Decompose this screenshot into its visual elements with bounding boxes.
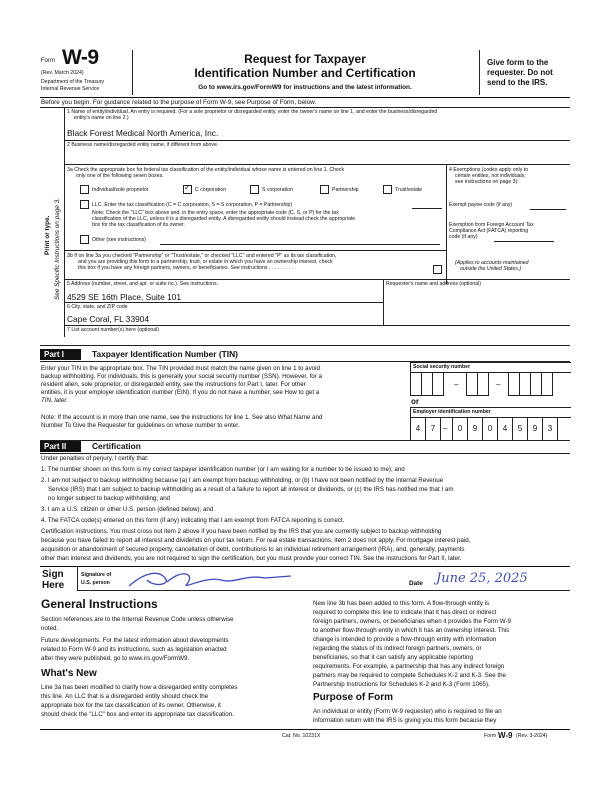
- perjury-statement: Under penalties of perjury, I certify that:: [41, 455, 149, 462]
- form-number: W-9: [62, 46, 99, 69]
- part1-text-3: resident alien, sole proprietor, or disregarded entity, see the instructions for Part I, later. For other: [41, 381, 306, 388]
- right-text-2: required to complete this line to indicate that it has direct or indirect: [313, 609, 497, 616]
- purpose-text-2: information return with the IRS is giving you this form because they: [313, 717, 497, 724]
- fatca-applies-1: (Applies to accounts maintained: [455, 260, 529, 266]
- city-state-zip-field[interactable]: Cape Coral, FL 33904: [67, 314, 150, 324]
- signature-of-label: Signature of: [81, 572, 112, 578]
- revision-date: (Rev. March 2024): [41, 70, 84, 76]
- form-title-line1: Request for Taxpayer: [244, 52, 366, 66]
- ein-digit: 5: [512, 417, 528, 441]
- certification-item-2c: no longer subject to backup withholding; and: [48, 495, 171, 502]
- fatca-label-3: code (if any): [449, 234, 478, 240]
- agency-name: Internal Revenue Service: [41, 86, 100, 92]
- llc-classification-field[interactable]: [412, 201, 442, 209]
- exemptions-label-3: see instructions on page 3):: [455, 179, 519, 185]
- part1-text-1: Enter your TIN in the appropriate box. The TIN provided must match the name given on line 1 to avoid: [41, 365, 320, 372]
- give-form-note-1: Give form to the: [487, 58, 549, 67]
- exemptions-label-1: 4 Exemptions (codes apply only to: [449, 167, 529, 173]
- department-name: Department of the Treasury: [41, 79, 105, 85]
- llc-note-3: box for the tax classification of its owner.: [92, 222, 185, 228]
- ein-digit: 0: [452, 417, 468, 441]
- certification-item-1: 1. The number shown on this form is my correct taxpayer identification number (or I am waiting for a number to be issued to me); and: [41, 466, 405, 473]
- right-text-5: change is intended to provide a flow-through entity with information: [313, 636, 497, 643]
- whats-new-1: Line 3a has been modified to clarify how a disregarded entity completes: [41, 684, 238, 691]
- whats-new-3: appropriate box for the tax classification of its owner. Otherwise, it: [41, 702, 221, 709]
- fatca-label-1: Exemption from Foreign Account Tax: [449, 222, 534, 228]
- c-corporation-label: C corporation: [195, 187, 227, 193]
- ssn-label: Social security number: [413, 364, 471, 370]
- part1-tag: Part I: [40, 349, 81, 360]
- part2-title: Certification: [92, 441, 141, 451]
- other-field[interactable]: [160, 237, 440, 245]
- part1-text-5: TIN, later.: [41, 397, 68, 404]
- before-you-begin: Before you begin. For guidance related to the purpose of Form W-9, see Purpose of Form, below.: [41, 99, 317, 106]
- purpose-of-form-heading: Purpose of Form: [313, 692, 394, 703]
- catalog-number: Cat. No. 10231X: [282, 733, 321, 739]
- certification-instructions-2: because you have failed to report all interest and dividends on your tax return. For real estate transactions, item 2 does not apply. For mortgage interest paid,: [41, 537, 471, 544]
- foreign-partners-checkbox[interactable]: [433, 265, 442, 274]
- here-label: Here: [42, 580, 65, 591]
- other-label: Other (see instructions): [92, 237, 146, 243]
- sign-label: Sign: [42, 569, 64, 580]
- account-numbers-field[interactable]: [160, 327, 560, 335]
- see-instructions-label: See Specific Instructions on page 3.: [54, 198, 61, 300]
- line5-label: 5 Address (number, street, and apt. or suite no.). See instructions.: [67, 281, 219, 287]
- part1-text-4: entities, it is your employer identification number (EIN). If you do not have a number, see How to get a: [41, 389, 320, 396]
- give-form-note-2: requester. Do not: [487, 68, 553, 77]
- line1-name-field[interactable]: Black Forest Medical North America, Inc.: [67, 128, 219, 138]
- llc-note-1: Note: Check the "LLC" box above and, in the entry space, enter the appropriate code (C, S, or P) for the tax: [92, 210, 339, 216]
- part1-note-2: Number To Give the Requester for guidelines on whose number to enter.: [41, 422, 240, 429]
- certification-instructions-3: acquisition or abandonment of secured property, cancellation of debt, contributions to an individual retirement arrangement (IRA), and, generally, payments: [41, 546, 465, 553]
- date-label: Date: [409, 580, 423, 587]
- general-text-2: noted.: [41, 625, 59, 632]
- line3b-label-3: this box if you have any foreign partners, owners, or beneficiaries. See instructions . . . . . . . . .: [78, 265, 294, 271]
- exempt-payee-label: Exempt payee code (if any): [449, 202, 513, 208]
- trust-estate-label: Trust/estate: [395, 187, 423, 193]
- partnership-checkbox[interactable]: [320, 185, 329, 194]
- part1-text-2: backup withholding. For individuals, this is generally your social security number (SSN). However, for a: [41, 373, 322, 380]
- line3a-label: 3a Check the appropriate box for federal tax classification of the entity/individual whose name is entered on line 1. Check: [67, 167, 345, 173]
- certification-item-2a: 2. I am not subject to backup withholding because (a) I am exempt from backup withholding, or (b) I have not been notified by the Internal Revenue: [41, 477, 444, 484]
- certification-item-2b: Service (IRS) that I am subject to backup withholding as a result of a failure to report all interest or dividends, or (c) the IRS has notified me that I am: [48, 486, 454, 493]
- w9-form-page: Form W-9 (Rev. March 2024) Department of the Treasury Internal Revenue Service Request for Taxpayer Identification Number and Certification Go to www.irs.gov/FormW9 for instructions and the latest information. Give form to the requester. Do not send to the IRS. Before you begin. For guidance related to the purpose of Form W-9, see Purpose of Form, below. Print or type. See Specific Instructions on page 3. 1 Name of entity/individual. An entry is required. (For a sole proprietor or disregarded entity, enter the owner's name on line 1, and enter the business/disregarded entity's name on line 2.) Black Forest Medical North America, Inc. 2 Business name/disregarded entity name, if different from above. 3a Check the appropriate box for federal tax classification of the entity/individual whose name is entered on line 1. Check only one of the following seven boxes. Individual/sole proprietor ✓ C corporation S corporation Partnership Trust/estate LLC. Enter the tax classification (C = C corporation, S = S corporation, P = Partnership) Note: Check the "LLC" box above and, in the entry space, enter the appropriate code (C, S, or P) for the tax classification of the LLC, unless it is a disregarded entity. A disregarded entity should instead check the appropriate box for the tax classification of its owner. Other (see instructions) 4 Exemptions (codes apply only to certain entities, not individuals; see instructions on page 3): Exempt payee code (if any) Exemption from Foreign Account Tax Compliance Act (FATCA) reporting code (if any) (Applies to accounts maintained outside the United States.) 3b If on line 3a you checked "Partnership" or "Trust/estate," or checked "LLC" and entered "P" as its tax classification, and you are providing this form to a partnership, trust, or estate in which you have an ownership interest, check this box if you have any foreign partners, owners, or beneficiaries. See instructions . . . . . . . . . 5 Address (number, street, and apt. or suite no.). See instructions. 4529 SE 16th Place, Suite 101 Requester's name and address (optional) 6 City, state, and ZIP code Cape Coral, FL 33904 7 List account number(s) here (optional) Part I Taxpayer Identification Number (TIN) Enter your TIN in the appropriate box. The TIN provided must match the name given on line 1 to avoid backup withholding. For individuals, this is generally your social security number (SSN). However, for a resident alien, sole proprietor, or disregarded entity, see the instructions for Part I, later. For other entities, it is your employer identification number (EIN). If you do not have a number, see How to get a TIN, later. Note: If the account is in more than one name, see the instructions for line 1. See also What Name and Number To Give the Requester for guidelines on whose number to enter. Social security number – – or Employer identification number 4 7 – 0 9 0 4 5 9 3 Part II Certification Under penalties of perjury, I certify that: 1. The number shown on this form is my correct taxpayer identification number (or I am waiting for a number to be issued to me); and 2. I am not subject to backup withholding because (a) I am exempt from backup withholding, or (b) I have not been notified by the Internal Revenue Service (IRS) that I am subject to backup withholding as a result of a failure to report all interest or dividends, or (c) the IRS has notified me that I am no longer subject to backup withholding; and 3. I am a U.S. citizen or other U.S. person (defined below); and 4. The FATCA code(s) entered on this form (if any) indicating that I am exempt from FATCA reporting is correct. Certification instructions. You must cross out item 2 above if you have been notified by the IRS that you are currently subject to backup withholding because you have failed to report all interest and dividends on your tax return. For real estate transactions, item 2 does not apply. For mortgage interest paid, acquisition or abandonment of secured property, cancellation of debt, contributions to an individual retirement arrangement (IRA), and, generally, payments other than interest and dividends, you are not required to sign the certification, but you must provide your correct TIN. See the instructions for Part II, later. Sign Here Signature of U.S. person Date June 25, 2025 General Instructions Section references are to the Internal Revenue Code unless otherwise noted. Future developments. For the latest information about developments related to Form W-9 and its instructions, such as legislation enacted after they were published, go to www.irs.gov/FormW9. What's New Line 3a has been modified to clarify how a disregarded entity completes this line. An LLC that is a disregarded entity should check the appropriate box for the tax classification of its owner. Otherwise, it should check the "LLC" box and enter its appropriate tax classification. New line 3b has been added to this form. A flow-through entity is required to complete this line to indicate that it has direct or indirect foreign partners, owners, or beneficiaries when it provides the Form W-9 to another flow-through entity in which it has an ownership interest. This change is intended to provide a flow-through entity with information regarding the status of its indirect foreign partners, owners, or beneficiaries, so that it can satisfy any applicable reporting requirements. For example, a partnership that has any indirect foreign partners may be required to complete Schedules K-2 and K-3. See the Partnership Instructions for Schedules K-2 and K-3 (Form 1065). Purpose of Form An individual or entity (Form W-9 requester) who is required to file an information return with the IRS is giving you this form because they Cat. No. 10231X Form W-9 (Rev. 3-2024): [0, 0, 610, 791]
- llc-label: LLC. Enter the tax classification (C = C corporation, S = S corporation, P = Partnership): [92, 202, 293, 208]
- future-developments-2: related to Form W-9 and its instructions, such as legislation enacted: [41, 646, 227, 653]
- footer-form-number: W-9: [498, 731, 513, 740]
- right-text-1: New line 3b has been added to this form. A flow-through entity is: [313, 600, 490, 607]
- form-title-line2: Identification Number and Certification: [194, 66, 416, 80]
- certification-instructions-1: Certification instructions. You must cross out item 2 above if you have been notified by the IRS that you are currently subject to backup withholding: [41, 528, 442, 535]
- line3b-label-2: and you are providing this form to a partnership, trust, or estate in which you have an ownership interest, check: [78, 259, 333, 265]
- line7-label: 7 List account number(s) here (optional): [67, 327, 159, 333]
- ein-label: Employer identification number: [413, 409, 491, 415]
- right-text-7: beneficiaries, so that it can satisfy any applicable reporting: [313, 654, 473, 661]
- line6-label: 6 City, state, and ZIP code: [67, 304, 128, 310]
- c-corporation-checkbox[interactable]: [183, 185, 192, 194]
- individual-checkbox[interactable]: [80, 185, 89, 194]
- line3a-label-cont: only one of the following seven boxes.: [76, 173, 164, 179]
- certification-item-3: 3. I am a U.S. citizen or other U.S. person (defined below); and: [41, 506, 214, 513]
- line1-label-cont: entity's name on line 2.): [74, 115, 129, 121]
- ein-digit: 3: [542, 417, 558, 441]
- certification-instructions-4: other than interest and dividends, you are not required to sign the certification, but you must provide your correct TIN. See the instructions for Part II, later.: [41, 555, 462, 562]
- print-or-type-label: Print or type.: [44, 215, 51, 255]
- right-text-8: requirements. For example, a partnership that has any indirect foreign: [313, 663, 505, 670]
- general-text-1: Section references are to the Internal Revenue Code unless otherwise: [41, 616, 234, 623]
- part1-note-1: Note: If the account is in more than one name, see the instructions for line 1. See also What Name and: [41, 414, 323, 421]
- signature-field[interactable]: [125, 566, 295, 592]
- exemptions-label-2: certain entities, not individuals;: [455, 173, 526, 179]
- fatca-label-2: Compliance Act (FATCA) reporting: [449, 228, 529, 234]
- date-field[interactable]: June 25, 2025: [436, 571, 528, 586]
- fatca-code-field[interactable]: [494, 234, 554, 242]
- line2-label: 2 Business name/disregarded entity name, if different from above.: [67, 142, 219, 148]
- whats-new-4: should check the "LLC" box and enter its appropriate tax classification.: [41, 711, 234, 718]
- ein-digit: 7: [425, 417, 441, 441]
- individual-label: Individual/sole proprietor: [92, 187, 149, 193]
- s-corporation-checkbox[interactable]: [250, 185, 259, 194]
- right-text-4: to another flow-through entity in which it has an ownership interest. This: [313, 627, 510, 634]
- requester-label: Requester's name and address (optional): [386, 281, 481, 287]
- whats-new-2: this line. An LLC that is a disregarded entity should check the: [41, 693, 209, 700]
- line2-business-name-field[interactable]: [67, 150, 567, 162]
- or-label: or: [411, 397, 419, 406]
- exempt-payee-field[interactable]: [530, 202, 566, 210]
- fatca-applies-2: outside the United States.): [460, 266, 522, 272]
- partnership-label: Partnership: [332, 187, 359, 193]
- give-form-note-3: send to the IRS.: [487, 78, 548, 87]
- footer-form-label: Form: [484, 733, 497, 739]
- whats-new-heading: What's New: [41, 668, 97, 679]
- future-developments-3: after they were published, go to www.irs.gov/FormW9.: [41, 655, 190, 662]
- general-instructions-heading: General Instructions: [41, 597, 158, 611]
- part1-title: Taxpayer Identification Number (TIN): [92, 349, 238, 359]
- certification-item-4: 4. The FATCA code(s) entered on this form (if any) indicating that I am exempt from FATCA reporting is correct.: [41, 517, 345, 524]
- right-text-10: Partnership Instructions for Schedules K-2 and K-3 (Form 1065).: [313, 681, 490, 688]
- right-text-9: partners may be required to complete Schedules K-2 and K-3. See the: [313, 672, 506, 679]
- right-text-3: foreign partners, owners, or beneficiaries when it provides the Form W-9: [313, 618, 511, 625]
- part2-tag: Part II: [40, 441, 81, 452]
- s-corporation-label: S corporation: [262, 187, 293, 193]
- line1-label: 1 Name of entity/individual. An entry is required. (For a sole proprietor or disregarded entity, enter the owner's name on line 1, and enter the business/disregarded: [67, 109, 438, 115]
- line3b-label-1: 3b If on line 3a you checked "Partnership" or "Trust/estate," or checked "LLC" and entered "P" as its tax classification,: [67, 253, 337, 259]
- ein-digit: 9: [467, 417, 483, 441]
- future-developments-1: Future developments. For the latest information about developments: [41, 637, 229, 644]
- trust-estate-checkbox[interactable]: [383, 185, 392, 194]
- form-label: Form: [41, 58, 55, 64]
- footer-revision: (Rev. 3-2024): [516, 733, 548, 739]
- llc-checkbox[interactable]: [80, 200, 89, 209]
- us-person-label: U.S. person: [81, 580, 110, 586]
- other-checkbox[interactable]: [80, 235, 89, 244]
- llc-note-2: classification of the LLC, unless it is a disregarded entity. A disregarded entity should instead check the appropriate: [92, 216, 356, 222]
- purpose-text-1: An individual or entity (Form W-9 requester) who is required to file an: [313, 708, 502, 715]
- ein-digit: 9: [527, 417, 543, 441]
- ein-digit: 4: [497, 417, 513, 441]
- address-field[interactable]: 4529 SE 16th Place, Suite 101: [67, 292, 182, 302]
- goto-instructions: Go to www.irs.gov/FormW9 for instructions and the latest information.: [198, 84, 412, 91]
- ein-digit: 4: [410, 417, 426, 441]
- ein-digit: 0: [482, 417, 498, 441]
- right-text-6: regarding the status of its indirect foreign partners, owners, or: [313, 645, 482, 652]
